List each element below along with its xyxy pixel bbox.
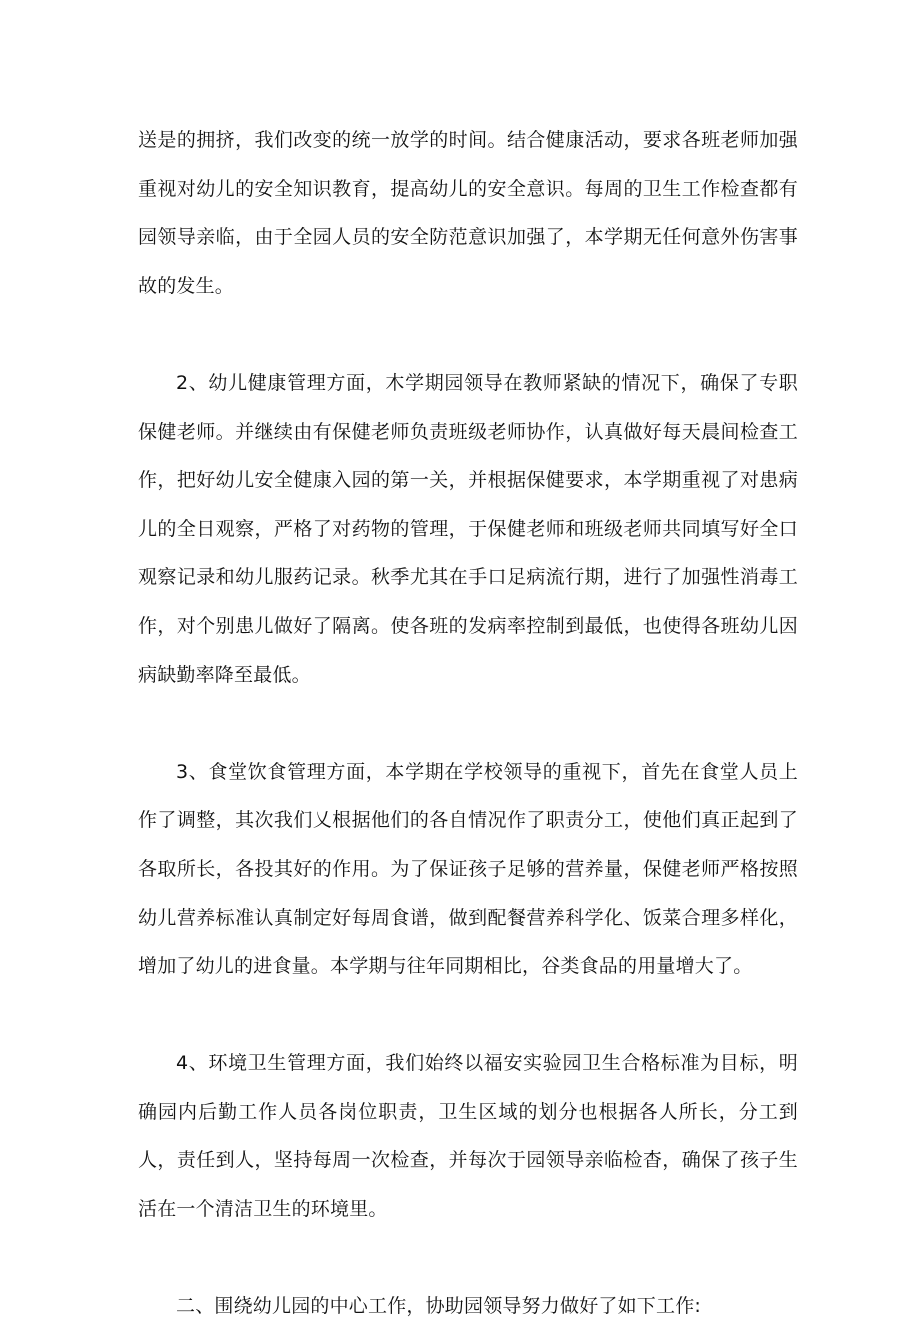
paragraph-gap (138, 310, 798, 359)
paragraph-gap (138, 699, 798, 748)
paragraph-environment-hygiene: 4、环境卫生管理方面，我们始终以福安实验园卫生合格标准为目标，明确园内后勤工作人员各岗位职责，卫生区域的划分也根据各人所长，分工到人，责任到人，坚持每周一次检查，并每次于园领导亲临检杳，确保了孩子生活在一个清洁卫生的环境里。 (138, 1052, 798, 1221)
paragraph-gap (138, 1234, 798, 1283)
paragraph-health-management: 2、幼儿健康管理方面，木学期园领导在教师紧缺的情况下，确保了专职保健老师。并继续由有保健老师负责班级老师协作，认真做好每天晨间检查工作，把好幼儿安全健康入园的第一关，并根据保健要求，本学期重视了对患病儿的全日观察，严格了对药物的管理，于保健老师和班级老师共同填写好全口观察记录和幼儿服药记录。秋季尤其在手口足病流行期，进行了加强性消毒工作，对个别患儿做好了隔离。使各班的发病率控制到最低，也使得各班幼儿因病缺勤率降至最低。 (138, 371, 798, 686)
section-heading-central-work: 二、围绕幼儿园的中心工作，协助园领导努力做好了如下工作: (176, 1295, 702, 1318)
paragraph-safety-continuation: 送是的拥挤，我们改变的统一放学的时间。结合健康活动，要求各班老师加强重视对幼儿的安全知识教育，提高幼儿的安全意识。每周的卫生工作检查都有园领导亲临，由于全园人员的安全防范意识加强了，本学期无任何意外伤害事故的发生。 (138, 129, 798, 297)
document-body (138, 116, 798, 1331)
paragraph-canteen-management: 3、食堂饮食管理方面，本学期在学校领导的重视下，首先在食堂人员上作了调整，其次我们乂根据他们的各自情况作了职责分工，使他们真正起到了各取所长，各投其好的作用。为了保证孩子足够的营养量，保健老师严格按照幼儿营养标准认真制定好每周食谱，做到配餐营养科学化、饭菜合理多样化，增加了幼儿的进食量。本学期与往年同期相比，谷类食品的用量增大了。 (138, 760, 798, 978)
paragraph-gap (138, 991, 798, 1040)
